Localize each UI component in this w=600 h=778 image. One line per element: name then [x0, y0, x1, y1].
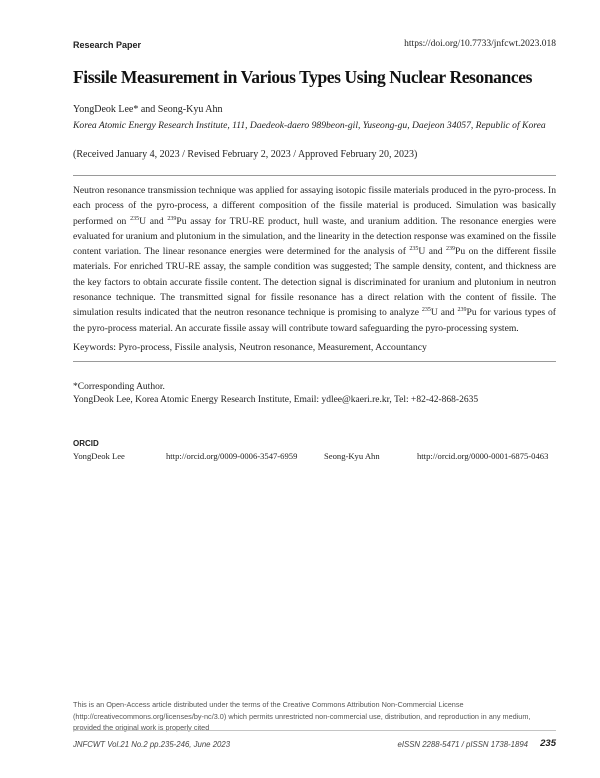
keywords: Keywords: Pyro-process, Fissile analysis, Neutron resonance, Measurement, Accountancy	[73, 342, 427, 353]
corresponding-author-details: YongDeok Lee, Korea Atomic Energy Research Institute, Email: ydlee@kaeri.re.kr, Tel: +82-42-868-2635	[73, 395, 479, 405]
abstract-top-divider	[73, 175, 556, 176]
orcid-heading: ORCID	[73, 439, 99, 448]
orcid-author-link[interactable]: http://orcid.org/0000-0001-6875-0463	[417, 451, 549, 461]
corresponding-author-label: *Corresponding Author.	[73, 382, 165, 392]
orcid-author-name: Seong-Kyu Ahn	[324, 451, 380, 461]
paper-title: Fissile Measurement in Various Types Using Nuclear Resonances	[73, 67, 532, 87]
journal-citation: JNFCWT Vol.21 No.2 pp.235-246, June 2023	[73, 740, 231, 749]
orcid-author-link[interactable]: http://orcid.org/0009-0006-3547-6959	[166, 451, 298, 461]
orcid-author-name: YongDeok Lee	[73, 451, 125, 461]
doi-link[interactable]: https://doi.org/10.7733/jnfcwt.2023.018	[404, 39, 556, 49]
authors: YongDeok Lee* and Seong-Kyu Ahn	[73, 104, 223, 115]
affiliation: Korea Atomic Energy Research Institute, 111, Daedeok-daero 989beon-gil, Yuseong-gu, Daejeon 34057, Republic of Korea	[73, 120, 546, 131]
abstract: Neutron resonance transmission technique was applied for assaying isotopic fissile materials produced in the pyro-process. In each process of the pyro-process, a different composition of the fissile material is produced. Simulation was basically performed on $^{235}$U and $^{239}$Pu assay for TRU-RE product, hull waste, and uranium addition. The resonance energies were evaluated for uranium and plutonium in the simulation, and the linearity in the detection response was examined on the fissile content variation. The linear resonance energies were determined for the analysis of $^{235}$U and $^{239}$Pu on the different fissile materials. For enriched TRU-RE assay, the sample condition was suggested; The sample density, content, and thickness are the key factors to obtain accurate fissile content. The detection signal is discriminated for uranium and plutonium in neutron resonance technique. The transmitted signal for fissile resonance has a direct relation with the content of fissile. The simulation results indicated that the neutron resonance technique is promising to analyze $^{235}$U and $^{239}$Pu for various types of the pyro-process material. An accurate fissile assay will contribute toward safeguarding the pyro-processing system.	[73, 185, 557, 334]
footer-divider	[73, 730, 556, 731]
license-notice: This is an Open-Access article distributed under the terms of the Creative Commons Attribution Non-Commercial License (http://creativecommons.org/licenses/by-nc/3.0) which permits unrestricted non-commercial use, distribution, and reproduction in any medium, provided the original work is properly cited	[73, 700, 531, 732]
paper-type-label: Research Paper	[73, 40, 142, 50]
page-number: 235	[540, 738, 556, 749]
abstract-bottom-divider	[73, 361, 556, 362]
issn: eISSN 2288-5471 / pISSN 1738-1894	[397, 740, 528, 749]
submission-dates: (Received January 4, 2023 / Revised February 2, 2023 / Approved February 20, 2023)	[73, 149, 418, 160]
